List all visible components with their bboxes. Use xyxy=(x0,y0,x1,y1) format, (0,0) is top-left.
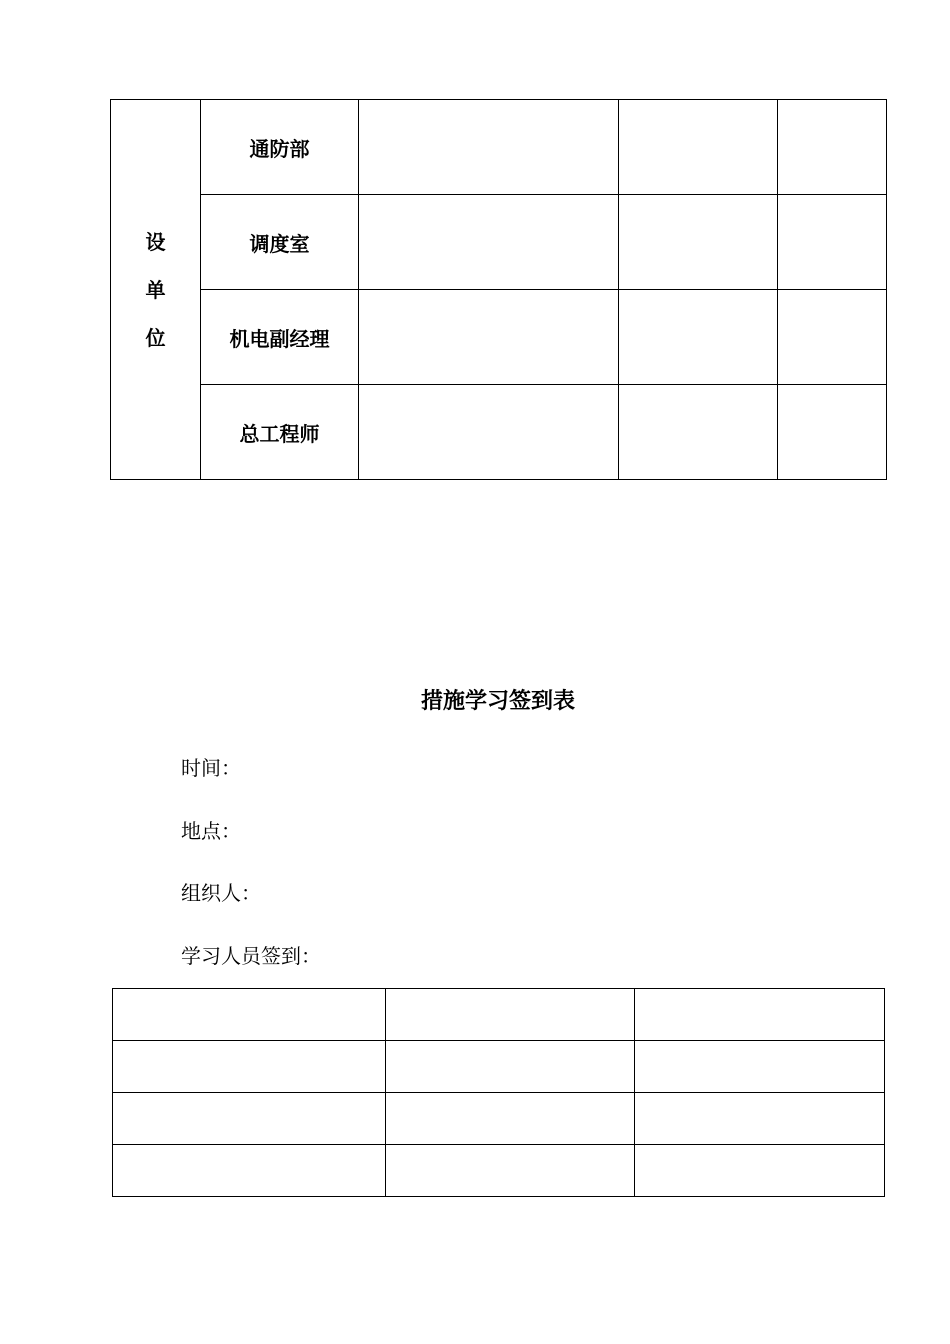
date-cell[interactable] xyxy=(778,100,887,195)
opinion-cell[interactable] xyxy=(359,100,619,195)
opinion-cell[interactable] xyxy=(359,385,619,480)
approval-row xyxy=(111,290,887,385)
signin-cell[interactable] xyxy=(635,989,885,1041)
signin-cell[interactable] xyxy=(386,1145,635,1197)
signin-table xyxy=(112,988,885,1197)
approval-table xyxy=(110,99,887,480)
unit-label-char: 位 xyxy=(145,325,166,350)
approval-row xyxy=(111,385,887,480)
signin-cell[interactable] xyxy=(635,1041,885,1093)
signin-cell[interactable] xyxy=(113,1145,386,1197)
opinion-cell[interactable] xyxy=(359,195,619,290)
signin-cell[interactable] xyxy=(635,1093,885,1145)
organizer-label: 组织人： xyxy=(181,881,261,905)
time-label: 时间： xyxy=(181,756,241,780)
signin-cell[interactable] xyxy=(113,1041,386,1093)
signin-cell[interactable] xyxy=(386,989,635,1041)
role-cell: 总工程师 xyxy=(201,385,359,480)
signature-cell[interactable] xyxy=(619,290,778,385)
signin-cell[interactable] xyxy=(386,1093,635,1145)
signature-cell[interactable] xyxy=(619,100,778,195)
signin-title: 措施学习签到表 xyxy=(420,689,575,714)
opinion-cell[interactable] xyxy=(359,290,619,385)
attendees-label: 学习人员签到： xyxy=(181,944,321,968)
signature-cell[interactable] xyxy=(619,385,778,480)
signin-row xyxy=(113,989,885,1041)
place-label: 地点： xyxy=(181,819,241,843)
approval-row xyxy=(111,195,887,290)
approval-row xyxy=(111,100,887,195)
role-cell: 调度室 xyxy=(201,195,359,290)
unit-label-char: 设 xyxy=(145,229,166,254)
date-cell[interactable] xyxy=(778,385,887,480)
signin-row xyxy=(113,1145,885,1197)
signin-row xyxy=(113,1093,885,1145)
unit-label-char: 单 xyxy=(145,277,166,302)
date-cell[interactable] xyxy=(778,195,887,290)
signature-cell[interactable] xyxy=(619,195,778,290)
signin-cell[interactable] xyxy=(113,1093,386,1145)
role-cell: 通防部 xyxy=(201,100,359,195)
signin-row xyxy=(113,1041,885,1093)
signin-cell[interactable] xyxy=(113,989,386,1041)
unit-label xyxy=(111,100,201,480)
signin-cell[interactable] xyxy=(635,1145,885,1197)
signin-cell[interactable] xyxy=(386,1041,635,1093)
date-cell[interactable] xyxy=(778,290,887,385)
role-cell: 机电副经理 xyxy=(201,290,359,385)
